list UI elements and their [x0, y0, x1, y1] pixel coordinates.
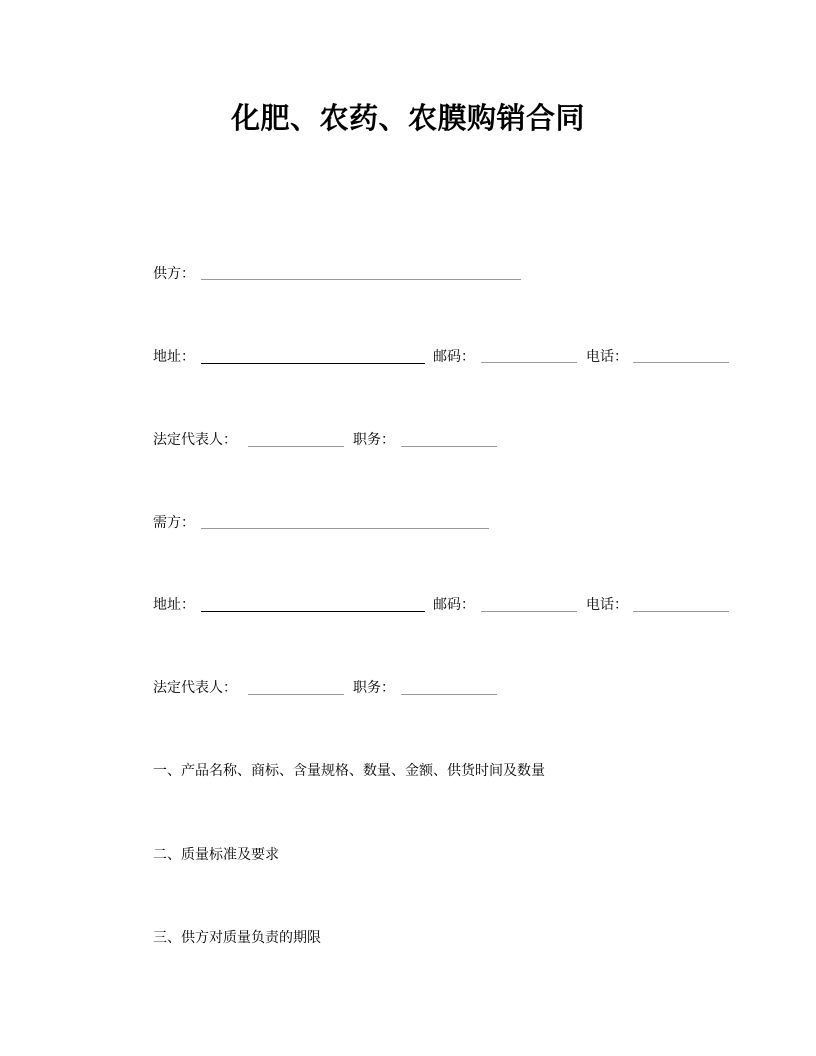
supplier-position-field[interactable] [401, 446, 497, 447]
buyer-name-field[interactable] [201, 528, 489, 529]
supplier-phone-label: 电话： [586, 349, 628, 365]
buyer-legal-rep-field[interactable] [248, 694, 344, 695]
buyer-address-label: 地址： [153, 597, 195, 613]
buyer-postcode-field[interactable] [481, 611, 577, 612]
supplier-address-field[interactable] [201, 363, 425, 364]
buyer-phone-field[interactable] [633, 611, 729, 612]
clause-heading: 一、产品名称、商标、含量规格、数量、金额、供货时间及数量 [153, 763, 545, 779]
supplier-phone-field[interactable] [633, 362, 729, 363]
supplier-legal-rep-field[interactable] [248, 446, 344, 447]
supplier-address-label: 地址： [153, 349, 195, 365]
clause-heading: 二、质量标准及要求 [153, 847, 279, 863]
clause-heading: 三、供方对质量负责的期限 [153, 930, 321, 946]
buyer-position-field[interactable] [401, 694, 497, 695]
supplier-name-field[interactable] [201, 279, 521, 280]
document-title: 化肥、农药、农膜购销合同 [230, 101, 585, 135]
buyer-postcode-label: 邮码： [433, 597, 475, 613]
supplier-postcode-label: 邮码： [433, 349, 475, 365]
supplier-postcode-field[interactable] [481, 362, 577, 363]
supplier-legal-rep-label: 法定代表人： [153, 432, 237, 448]
buyer-legal-rep-label: 法定代表人： [153, 680, 237, 696]
buyer-label: 需方： [153, 515, 195, 531]
supplier-label: 供方： [153, 266, 195, 282]
buyer-position-label: 职务： [353, 680, 395, 696]
supplier-position-label: 职务： [353, 432, 395, 448]
buyer-address-field[interactable] [201, 611, 425, 612]
buyer-phone-label: 电话： [586, 597, 628, 613]
